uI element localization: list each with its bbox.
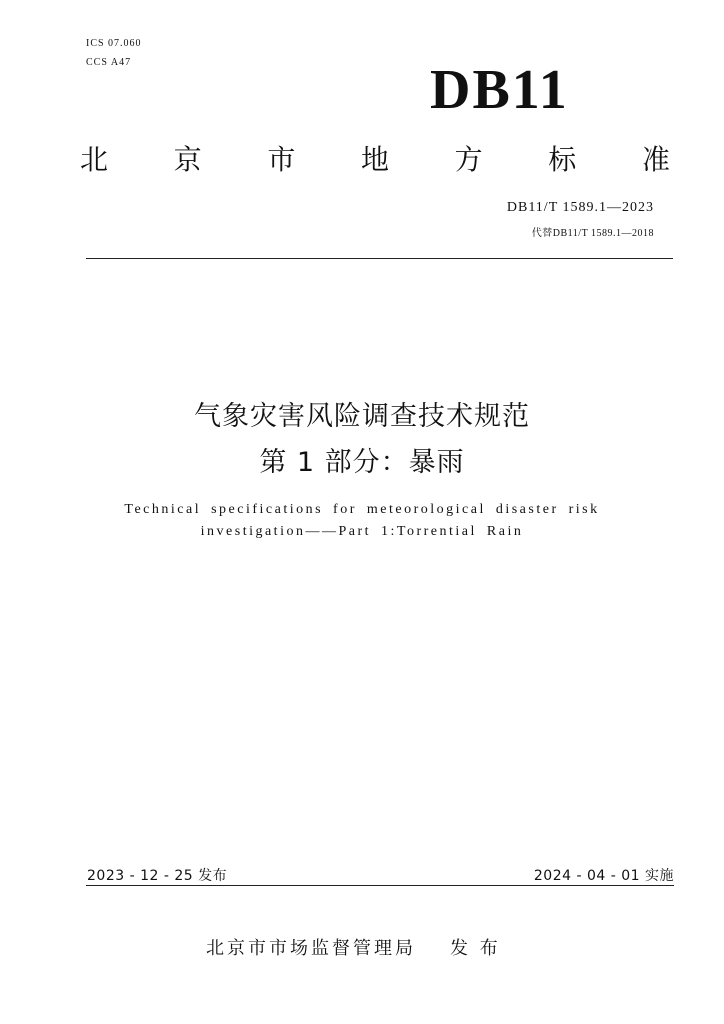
db11-logo: DB11 xyxy=(430,59,569,121)
category-char: 市 xyxy=(267,143,296,176)
publish-date: 2023 - 12 - 25 发布 xyxy=(87,868,228,884)
standard-number: DB11/T 1589.1—2023 xyxy=(506,200,654,215)
footer-divider xyxy=(86,885,674,886)
category-char: 准 xyxy=(641,143,670,176)
category-char: 标 xyxy=(548,143,577,176)
issuer xyxy=(206,934,501,960)
title-en-line1: Technical specifications for meteorological disaster risk xyxy=(124,502,600,517)
ics-code: ICS 07.060 xyxy=(86,38,142,49)
ccs-code: CCS A47 xyxy=(86,57,132,68)
implement-date: 2024 - 04 - 01 实施 xyxy=(533,868,674,884)
title-en-line2: investigation——Part 1:Torrential Rain xyxy=(200,524,524,539)
title-zh-line1: 气象灾害风险调查技术规范 xyxy=(194,401,530,432)
category-char: 北 xyxy=(80,143,109,176)
category-char: 地 xyxy=(360,143,389,176)
header-divider xyxy=(86,258,673,259)
issuer-action: 发 布 xyxy=(450,938,501,959)
issuer-org: 北京市市场监督管理局 xyxy=(206,938,416,959)
title-zh-line2: 第 1 部分：暴雨 xyxy=(259,447,465,478)
replaces-standard: 代替DB11/T 1589.1—2018 xyxy=(531,228,654,239)
category-char: 京 xyxy=(173,143,202,176)
standard-category xyxy=(80,138,670,178)
category-char: 方 xyxy=(454,143,483,176)
